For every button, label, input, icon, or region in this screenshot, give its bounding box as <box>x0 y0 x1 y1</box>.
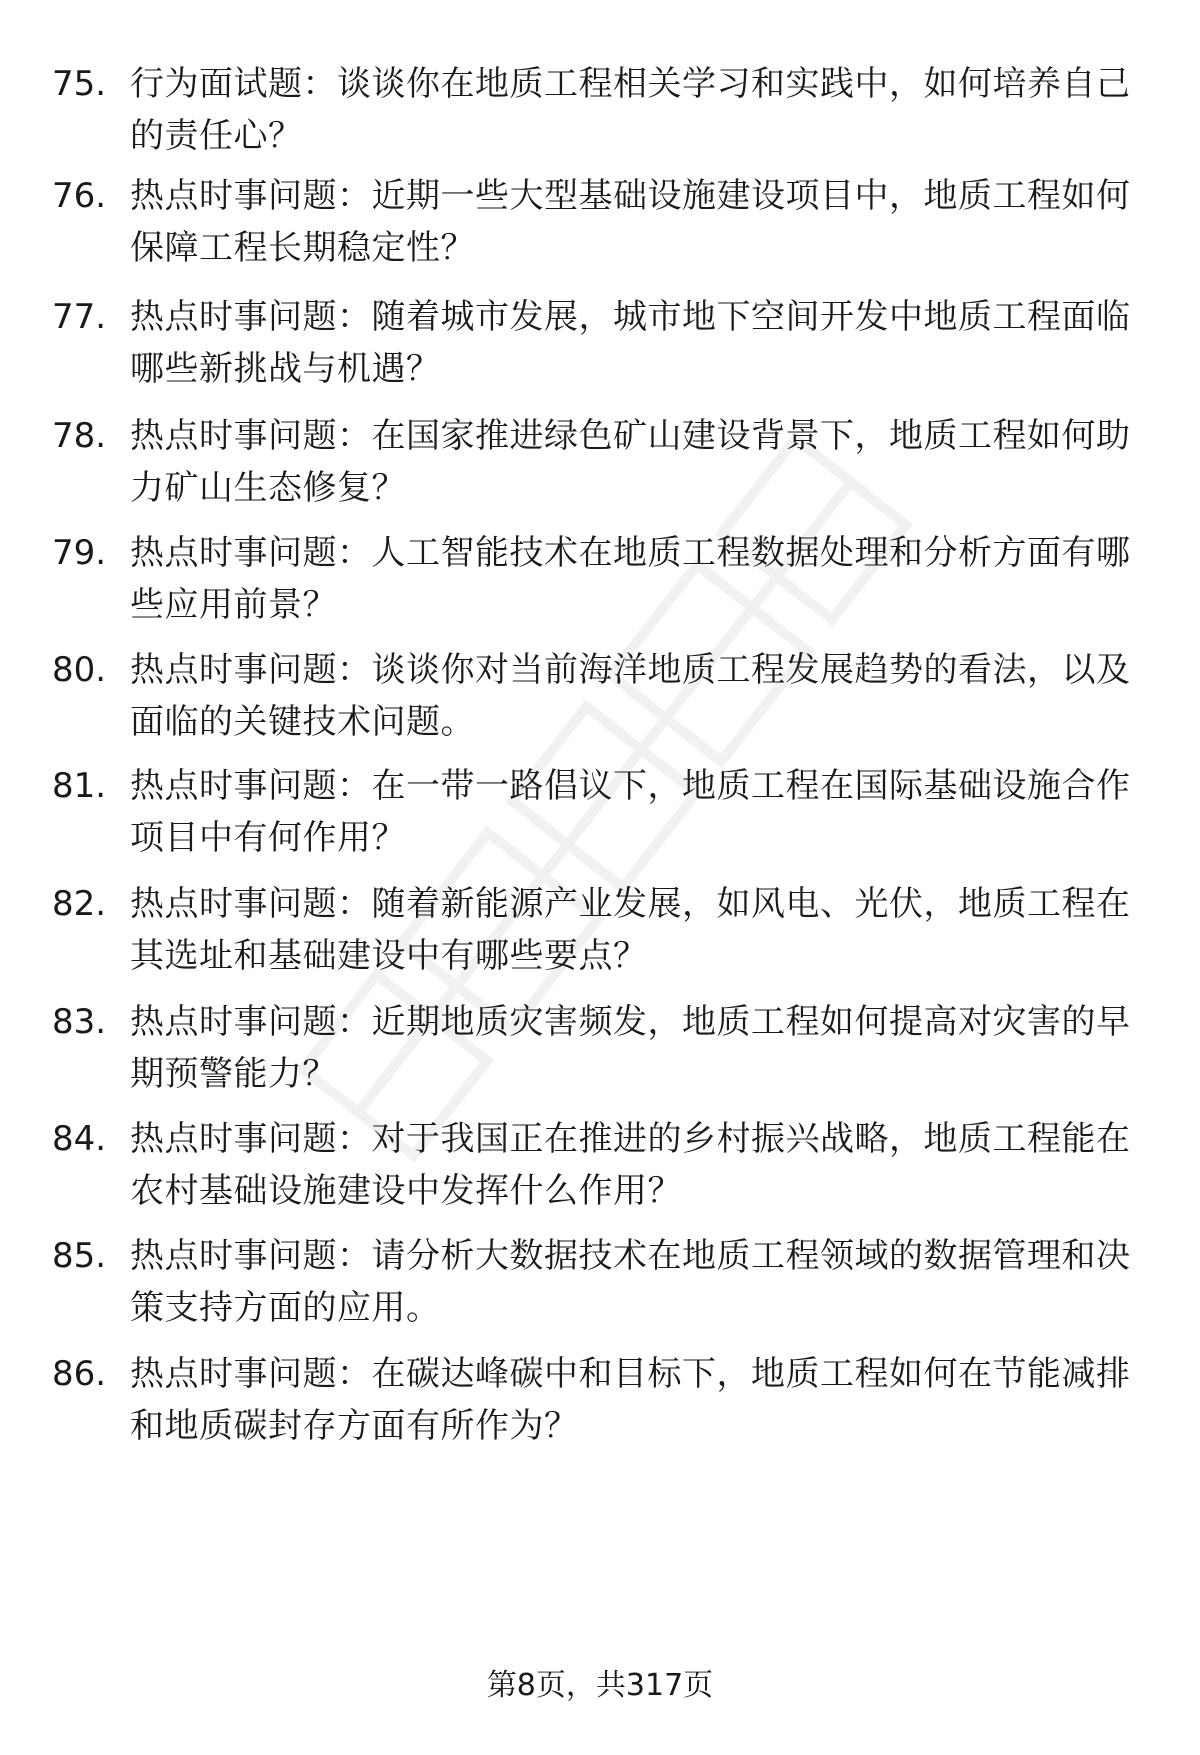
page-footer: 第8页，共317页 <box>486 1668 714 1703</box>
list-item <box>52 1113 1152 1223</box>
item-text: 热点时事问题：随着城市发展，城市地下空间开发中地质工程面临哪些新挑战与机遇？ <box>130 297 1131 389</box>
item-number: 81. <box>52 766 107 806</box>
item-text: 热点时事问题：在国家推进绿色矿山建设背景下，地质工程如何助力矿山生态修复？ <box>130 416 1131 508</box>
item-text: 热点时事问题：人工智能技术在地质工程数据处理和分析方面有哪些应用前景？ <box>130 533 1131 625</box>
item-text: 热点时事问题：近期地质灾害频发，地质工程如何提高对灾害的早期预警能力？ <box>130 1002 1131 1094</box>
list-item <box>52 1230 1152 1340</box>
item-text: 行为面试题：谈谈你在地质工程相关学习和实践中，如何培养自己的责任心？ <box>130 64 1131 156</box>
item-number: 76. <box>52 176 107 216</box>
item-number: 77. <box>52 297 107 337</box>
list-item <box>52 58 1152 168</box>
item-text: 热点时事问题：对于我国正在推进的乡村振兴战略，地质工程能在农村基础设施建设中发挥什么作用？ <box>130 1119 1131 1211</box>
item-number: 85. <box>52 1236 107 1276</box>
item-number: 86. <box>52 1354 107 1394</box>
item-text: 热点时事问题：在碳达峰碳中和目标下，地质工程如何在节能减排和地质碳封存方面有所作为？ <box>130 1354 1131 1446</box>
item-text: 热点时事问题：请分析大数据技术在地质工程领域的数据管理和决策支持方面的应用。 <box>130 1236 1131 1328</box>
item-number: 82. <box>52 884 107 924</box>
item-number: 80. <box>52 650 107 690</box>
list-item <box>52 410 1152 520</box>
list-item <box>52 1348 1152 1458</box>
item-text: 热点时事问题：近期一些大型基础设施建设项目中，地质工程如何保障工程长期稳定性？ <box>130 176 1131 268</box>
list-item <box>52 878 1152 988</box>
list-item <box>52 760 1152 870</box>
item-text: 热点时事问题：谈谈你对当前海洋地质工程发展趋势的看法，以及面临的关键技术问题。 <box>130 650 1131 742</box>
list-item <box>52 527 1152 637</box>
list-item <box>52 996 1152 1106</box>
item-number: 83. <box>52 1002 107 1042</box>
item-number: 84. <box>52 1119 107 1159</box>
item-number: 75. <box>52 64 107 104</box>
item-number: 79. <box>52 533 107 573</box>
list-item <box>52 170 1152 280</box>
item-number: 78. <box>52 416 107 456</box>
list-item <box>52 291 1152 401</box>
item-text: 热点时事问题：随着新能源产业发展，如风电、光伏，地质工程在其选址和基础建设中有哪些要点？ <box>130 884 1131 976</box>
list-item <box>52 644 1152 754</box>
item-text: 热点时事问题：在一带一路倡议下，地质工程在国际基础设施合作项目中有何作用？ <box>130 766 1131 858</box>
